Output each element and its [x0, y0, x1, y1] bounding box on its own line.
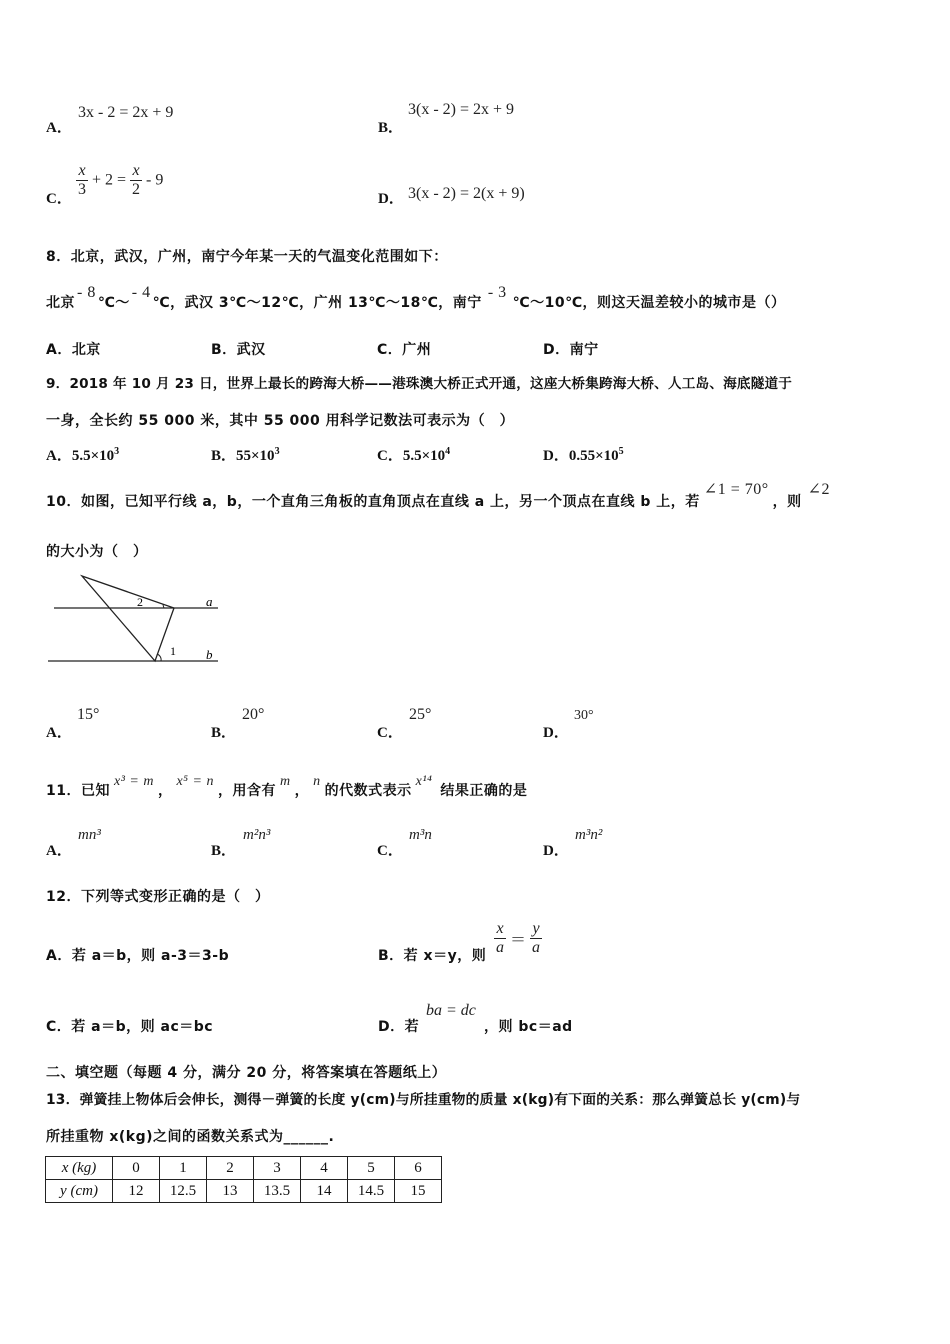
- q10-line2: 的大小为（ ）: [46, 544, 148, 560]
- q13-line1: 13．弹簧挂上物体后会伸长，测得－弹簧的长度 y(cm)与所挂重物的质量 x(kg)有下面的关系：那么弹簧总长 y(cm)与: [46, 1092, 801, 1108]
- q10-option-c-label: C．: [377, 725, 403, 741]
- q12-option-b-expr: $\frac{x}{a}$ ＝ $\frac{y}{a}$: [496, 920, 541, 956]
- q8-stem: 8．北京，武汉，广州，南宁今年某一天的气温变化范围如下：: [46, 249, 448, 265]
- table-cell: 6: [395, 1157, 442, 1180]
- q12-option-d-expr: ba = dc: [426, 1002, 476, 1019]
- table-row: [46, 1180, 442, 1203]
- q8-option-b: B．武汉: [211, 342, 266, 358]
- q8-option-a: A．北京: [46, 342, 101, 358]
- q8-option-c: C．广州: [377, 342, 432, 358]
- q11-option-a-value: mn³: [78, 827, 101, 843]
- table-cell: 0: [113, 1157, 160, 1180]
- q9-line1: 9．2018 年 10 月 23 日，世界上最长的跨海大桥——港珠澳大桥正式开通，这座大桥集跨海大桥、人工岛、海底隧道于: [46, 376, 793, 392]
- table-cell: 13.5: [254, 1180, 301, 1203]
- q9-option-b: B．$55\times 10^3$: [211, 446, 280, 464]
- table-cell: 13: [207, 1180, 254, 1203]
- table-cell: 3: [254, 1157, 301, 1180]
- q10-option-a-label: A．: [46, 725, 72, 741]
- q7-option-d-label: D．: [378, 191, 404, 207]
- q11-option-b-label: B．: [211, 843, 237, 859]
- q9-line2: 一身，全长约 55 000 米，其中 55 000 用科学记数法可表示为（ ）: [46, 413, 515, 429]
- fig-label-1: 1: [170, 644, 176, 658]
- triangle-ruler: [82, 576, 174, 661]
- q7-option-b-expr: 3(x - 2) = 2x + 9: [408, 101, 515, 118]
- table-cell: 12.5: [160, 1180, 207, 1203]
- fig-label-b: b: [206, 647, 213, 662]
- q7-option-a-expr: 3x - 2 = 2x + 9: [78, 104, 174, 121]
- q11-stem: 11．已知x³ = m，x⁵ = n，用含有m，n的代数式表示x¹⁴结果正确的是: [46, 774, 528, 799]
- q9-option-c: C．$5.5\times 10^4$: [377, 446, 451, 464]
- table-cell: 2: [207, 1157, 254, 1180]
- q8-line2: 北京- 8℃～- 4℃，武汉 3℃～12℃，广州 13℃～18℃，南宁- 3℃～10℃，则这天温差较小的城市是（）: [46, 284, 786, 311]
- q11-option-b-value: m²n³: [243, 827, 271, 843]
- table-cell: 15: [395, 1180, 442, 1203]
- table-cell: 5: [348, 1157, 395, 1180]
- q10-option-b-value: 20°: [242, 706, 265, 723]
- table-row-head: x (kg): [46, 1157, 113, 1180]
- q10-option-d-value: 30°: [574, 708, 594, 723]
- table-cell: 4: [301, 1157, 348, 1180]
- q12-option-d-lead: D．若: [378, 1019, 420, 1035]
- q9-option-d: D．$0.55\times 10^5$: [543, 446, 624, 464]
- q11-option-c-label: C．: [377, 843, 403, 859]
- q9-option-a: A．$5.5\times 10^3$: [46, 446, 120, 464]
- table-cell: 14: [301, 1180, 348, 1203]
- table-cell: 12: [113, 1180, 160, 1203]
- table-cell: 14.5: [348, 1180, 395, 1203]
- fig-label-2: 2: [137, 595, 143, 609]
- q11-option-c-value: m³n: [409, 827, 432, 843]
- q10-option-a-value: 15°: [77, 706, 100, 723]
- q10-figure: [40, 570, 230, 670]
- q13-table: [45, 1156, 442, 1203]
- q12-stem: 12．下列等式变形正确的是（ ）: [46, 889, 270, 905]
- fig-label-a: a: [206, 594, 213, 609]
- q7-option-b-label: B．: [378, 120, 404, 136]
- q10-option-b-label: B．: [211, 725, 237, 741]
- q7-option-c-label: C．: [46, 191, 72, 207]
- q7-option-a-label: A．: [46, 120, 72, 136]
- q8-option-d: D．南宁: [543, 342, 599, 358]
- q10-option-d-label: D．: [543, 725, 569, 741]
- q12-option-d-tail: ，则 bc＝ad: [484, 1019, 573, 1035]
- table-row-head: y (cm): [46, 1180, 113, 1203]
- q12-option-c: C．若 a＝b，则 ac＝bc: [46, 1019, 214, 1035]
- q10-option-c-value: 25°: [409, 706, 432, 723]
- table-row: [46, 1157, 442, 1180]
- q11-option-d-label: D．: [543, 843, 569, 859]
- q7-option-c-expr: $\frac{x}{3}$ + 2 = $\frac{x}{2}$ - 9: [78, 162, 164, 198]
- section2-title: 二、填空题（每题 4 分，满分 20 分，将答案填在答题纸上）: [46, 1065, 447, 1081]
- table-cell: 1: [160, 1157, 207, 1180]
- q12-option-a: A．若 a＝b，则 a-3＝3-b: [46, 948, 230, 964]
- q12-option-b-lead: B．若 x＝y，则: [378, 948, 487, 964]
- q7-option-d-expr: 3(x - 2) = 2(x + 9): [408, 185, 525, 202]
- q10-line1: 10．如图，已知平行线 a，b，一个直角三角板的直角顶点在直线 a 上，另一个顶点在直线 b 上，若∠1 = 70°，则∠2: [46, 481, 831, 510]
- q11-option-a-label: A．: [46, 843, 72, 859]
- q11-option-d-value: m³n²: [575, 827, 603, 843]
- q13-line2: 所挂重物 x(kg)之间的函数关系式为______.: [46, 1129, 335, 1145]
